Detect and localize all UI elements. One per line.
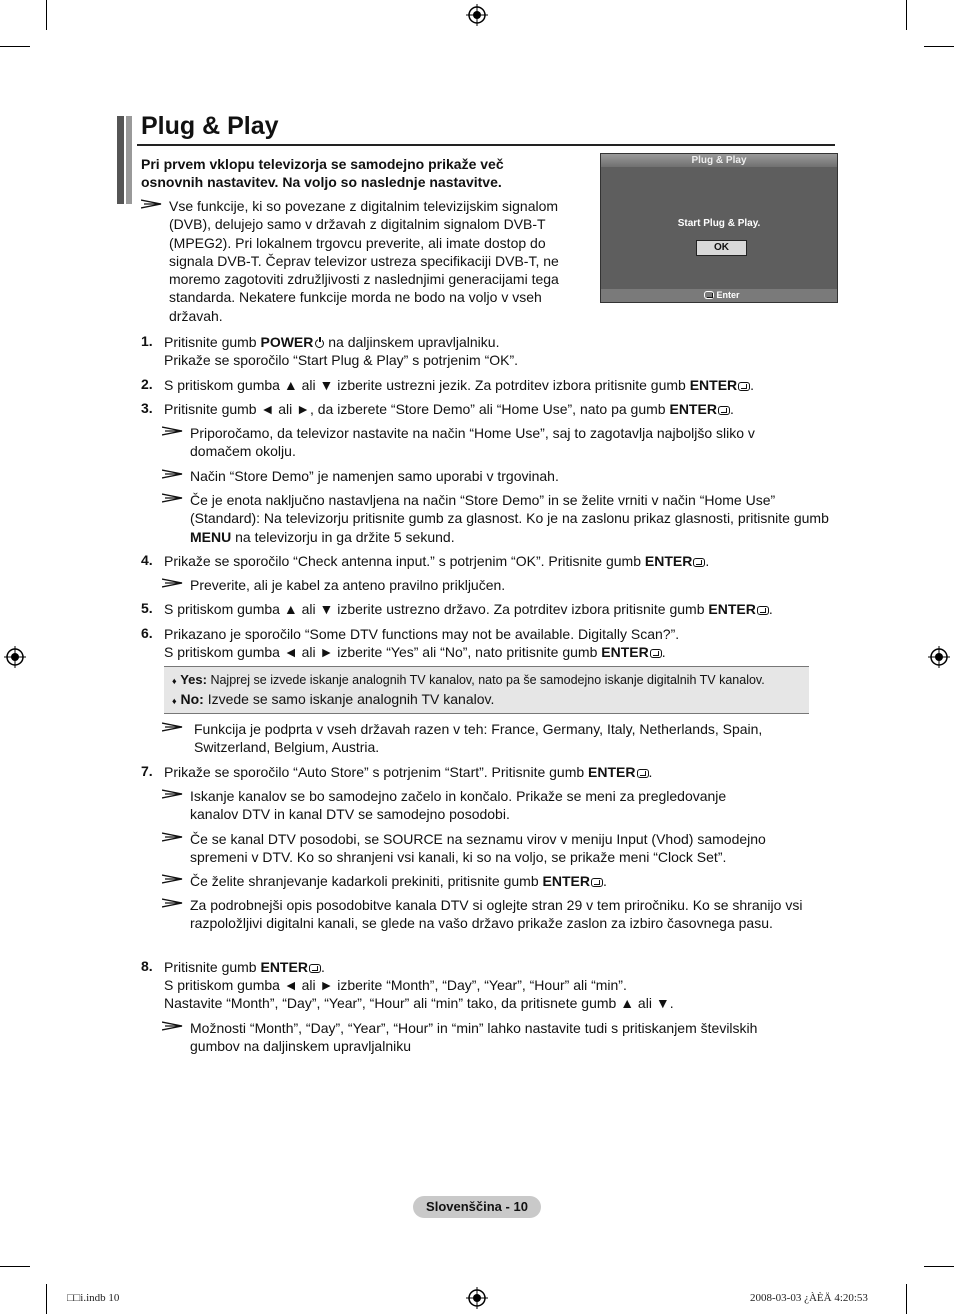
bullet-icon: ♦ bbox=[172, 676, 177, 686]
enter-label: ENTER bbox=[588, 764, 636, 780]
enter-label: ENTER bbox=[708, 601, 756, 617]
step-number: 2. bbox=[141, 376, 153, 392]
enter-label: ENTER bbox=[542, 873, 590, 889]
note-arrow-icon bbox=[162, 722, 184, 732]
screen-title: Plug & Play bbox=[691, 155, 747, 166]
step-8-line-3: Nastavite “Month”, “Day”, “Year”, “Hour” ali “min” tako, da pritisnete gumb ▲ ali ▼. bbox=[164, 995, 674, 1011]
step-text: . bbox=[320, 959, 325, 975]
options-box bbox=[164, 666, 809, 714]
step-number: 8. bbox=[141, 958, 153, 974]
note-text: Če je enota naključno nastavljena na način “Store Demo” in se želite vrniti v način “Home Use” (Standard): Na televizorju pritisnite gumb za glasnost. Ko je na zaslonu prikaz glasnosti, pritisnite gumb bbox=[190, 492, 829, 527]
step-text: Prikaže se sporočilo “Check antenna input.” s potrjenim “OK”. Pritisnite gumb bbox=[164, 553, 645, 569]
step-text: S pritiskom gumba ▲ ali ▼ izberite ustrezni jezik. Za potrditev izbora pritisnite gumb bbox=[164, 377, 690, 393]
step-8-note-1: Možnosti “Month”, “Day”, “Year”, “Hour” in “min” lahko nastavite tudi s pritiskanjem številskih gumbov na daljinskem upravljalniku bbox=[190, 1020, 758, 1055]
registration-mark-icon bbox=[928, 646, 950, 668]
step-text: Pritisnite gumb ◄ ali ►, da izberete “Store Demo” ali “Home Use”, nato pa gumb bbox=[164, 401, 670, 417]
note-arrow-icon bbox=[141, 199, 163, 209]
screen-enter-hint bbox=[703, 289, 740, 302]
enter-icon bbox=[738, 382, 750, 391]
step-number: 7. bbox=[141, 763, 153, 779]
step-7-note-4: Za podrobnejši opis posodobitve kanala DTV si oglejte stran 29 v tem priročniku. Ko se shranijo vsi razpoložljivi digitalni kanali, se glede na vašo državo prikaže zaslon za izbiro časovnega pasu. bbox=[190, 897, 803, 932]
step-number: 4. bbox=[141, 552, 153, 568]
crop-mark bbox=[46, 0, 47, 30]
step-4 bbox=[164, 552, 824, 570]
step-1-line-2: Prikaže se sporočilo “Start Plug & Play” s potrjenim “OK”. bbox=[164, 352, 519, 368]
note-text: na televizorju in ga držite 5 sekund. bbox=[231, 528, 455, 545]
step-text: . bbox=[768, 601, 773, 617]
step-number: 5. bbox=[141, 600, 153, 616]
bullet-icon: ♦ bbox=[172, 696, 177, 706]
enter-icon bbox=[718, 406, 730, 415]
note-text: France, Germany, Italy, Netherlands, Spain, bbox=[491, 721, 763, 737]
enter-label: ENTER bbox=[260, 959, 308, 975]
step-text: S pritiskom gumba ▲ ali ▼ izberite ustrezno državo. Za potrditev izbora pritisnite gumb bbox=[164, 601, 709, 617]
enter-icon bbox=[309, 964, 321, 973]
note-arrow-icon bbox=[162, 426, 184, 436]
crop-mark bbox=[0, 1266, 30, 1267]
step-text: . bbox=[661, 644, 666, 660]
step-text: . bbox=[705, 553, 710, 569]
crop-mark bbox=[924, 46, 954, 47]
step-text: Prikaže se sporočilo “Auto Store” s potrjenim “Start”. Pritisnite gumb bbox=[164, 764, 589, 780]
step-number: 6. bbox=[141, 625, 153, 641]
step-6: Prikazano je sporočilo “Some DTV functions may not be available. Digitally Scan?”. bbox=[164, 626, 680, 642]
print-slug-left: □□i.indb 10 bbox=[67, 1292, 120, 1304]
step-3-note-1: Priporočamo, da televizor nastavite na način “Home Use”, saj to zagotavlja najboljšo sliko v domačem okolju. bbox=[190, 425, 755, 460]
step-8-line-2: S pritiskom gumba ◄ ali ► izberite “Month”, “Day”, “Year”, “Hour” ali “min”. bbox=[164, 977, 627, 993]
note-arrow-icon bbox=[162, 874, 184, 884]
enter-label: ENTER bbox=[644, 553, 693, 569]
step-7-note-2: Če se kanal DTV posodobi, se SOURCE na seznamu virov v meniju Input (Vhod) samodejno spremeni v DTV. Ko so shranjeni vsi kanali, ki so na voljo, se prikaže meni “Clock Set”. bbox=[190, 831, 766, 866]
note-arrow-icon bbox=[162, 898, 184, 908]
step-6-note-1 bbox=[194, 720, 834, 757]
enter-label: ENTER bbox=[601, 644, 649, 660]
note-arrow-icon bbox=[162, 578, 184, 588]
step-5 bbox=[164, 600, 834, 618]
enter-label: ENTER bbox=[689, 377, 738, 393]
registration-mark-icon bbox=[466, 4, 488, 26]
step-2 bbox=[164, 376, 824, 394]
note-text: Funkcija je podprta v vseh državah razen v teh: bbox=[194, 721, 492, 737]
step-1 bbox=[164, 333, 824, 351]
crop-mark bbox=[906, 1284, 907, 1314]
no-text: Izvede se samo iskanje analognih TV kanalov. bbox=[203, 691, 495, 707]
step-text: Pritisnite gumb bbox=[164, 959, 261, 975]
note-intro: Vse funkcije, ki so povezane z digitalnim televizijskim signalom (DVB), delujejo samo v državah z digitalnim signalom DVB-T (MPEG2). Pri lokalnem trgovcu preverite, ali imate dostop do signala DVB-T. Čeprav televizor ustreza specifikaciji DVB-T, ne moremo zagotoviti združljivosti z naslednjimi generacijami tega standarda. Nekatere funkcije morda ne bodo na voljo v vseh državah. bbox=[169, 198, 559, 324]
option-no bbox=[172, 691, 494, 707]
step-8 bbox=[164, 958, 824, 976]
crop-mark bbox=[906, 0, 907, 30]
crop-mark bbox=[0, 46, 30, 47]
yes-label: Yes: bbox=[180, 672, 207, 687]
page-title: Plug & Play bbox=[141, 112, 279, 140]
yes-text: Najprej se izvede iskanje analognih TV kanalov, nato pa še samodejno iskanje digitalnih TV kanalov. bbox=[206, 673, 765, 687]
screen-enter-label: Enter bbox=[716, 290, 740, 300]
enter-icon bbox=[650, 649, 662, 658]
note-text: Switzerland, Belgium, Austria. bbox=[194, 739, 380, 756]
enter-icon bbox=[704, 291, 714, 299]
tv-screen bbox=[600, 153, 838, 303]
crop-mark bbox=[924, 1266, 954, 1267]
menu-label: MENU bbox=[190, 528, 232, 545]
intro-text: Pri prvem vklopu televizorja se samodejno prikaže več osnovnih nastavitev. Na voljo so naslednje nastavitve. bbox=[141, 156, 504, 190]
note-text: . bbox=[602, 873, 607, 889]
step-3 bbox=[164, 400, 824, 418]
step-text: na daljinskem upravljalniku. bbox=[324, 334, 500, 350]
ok-button[interactable]: OK bbox=[696, 240, 747, 256]
note-arrow-icon bbox=[162, 469, 184, 479]
note-arrow-icon bbox=[162, 832, 184, 842]
step-text: S pritiskom gumba ◄ ali ► izberite “Yes” ali “No”, nato pritisnite gumb bbox=[164, 644, 602, 660]
step-text: . bbox=[648, 764, 653, 780]
step-text: . bbox=[729, 401, 734, 417]
step-3-note-3 bbox=[190, 491, 830, 546]
print-slug-right: 2008-03-03 ¿ÀÈÄ 4:20:53 bbox=[750, 1292, 868, 1304]
step-number: 1. bbox=[141, 333, 153, 349]
title-divider bbox=[137, 144, 835, 146]
note-arrow-icon bbox=[162, 789, 184, 799]
step-6-line-2 bbox=[164, 643, 824, 661]
note-arrow-icon bbox=[162, 1021, 184, 1031]
page-footer: Slovenščina - 10 bbox=[413, 1196, 541, 1218]
title-accent-bar bbox=[126, 116, 132, 204]
enter-icon bbox=[637, 769, 649, 778]
step-7-note-3 bbox=[190, 872, 830, 890]
enter-label: ENTER bbox=[669, 401, 717, 417]
title-accent-bar bbox=[117, 116, 124, 204]
step-7-note-1: Iskanje kanalov se bo samodejno začelo in končalo. Prikaže se meni za pregledovanje kanalov DTV in kanal DTV se samodejno posodobi. bbox=[190, 788, 727, 823]
power-label: POWER bbox=[260, 334, 314, 350]
registration-mark-icon bbox=[4, 646, 26, 668]
screen-message: Start Plug & Play. bbox=[677, 218, 761, 229]
step-4-note-1: Preverite, ali je kabel za anteno pravilno priključen. bbox=[190, 577, 506, 593]
step-3-note-2: Način “Store Demo” je namenjen samo uporabi v trgovinah. bbox=[190, 468, 559, 484]
step-7 bbox=[164, 763, 824, 781]
enter-icon bbox=[591, 878, 603, 887]
enter-icon bbox=[693, 558, 705, 567]
registration-mark-icon bbox=[466, 1287, 488, 1309]
no-label: No: bbox=[180, 691, 204, 707]
step-text: . bbox=[750, 377, 755, 393]
step-text: Pritisnite gumb bbox=[164, 334, 261, 350]
note-text: Če želite shranjevanje kadarkoli prekiniti, pritisnite gumb bbox=[190, 873, 543, 889]
enter-icon bbox=[757, 606, 769, 615]
note-arrow-icon bbox=[162, 493, 184, 503]
crop-mark bbox=[46, 1284, 47, 1314]
option-yes bbox=[172, 672, 765, 687]
step-number: 3. bbox=[141, 400, 153, 416]
